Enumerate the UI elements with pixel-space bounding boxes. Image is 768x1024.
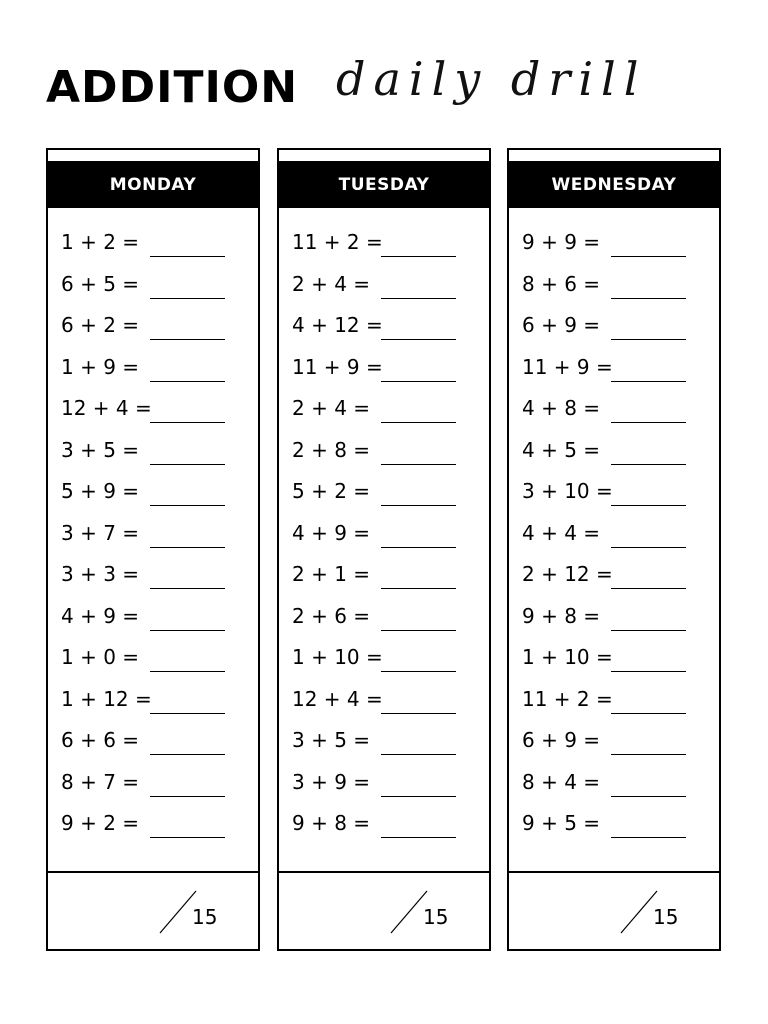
answer-blank[interactable]: [381, 339, 456, 340]
problem-list: [509, 222, 719, 845]
answer-blank[interactable]: [611, 381, 686, 382]
problem-equation: 1 + 10 =: [292, 645, 383, 669]
answer-blank[interactable]: [381, 505, 456, 506]
problem-equation: 9 + 8 =: [292, 811, 371, 835]
day-column-monday: [46, 148, 260, 951]
problem-row: [509, 513, 719, 555]
problem-list: [48, 222, 258, 845]
answer-blank[interactable]: [611, 256, 686, 257]
answer-blank[interactable]: [381, 754, 456, 755]
problem-equation: 8 + 7 =: [61, 769, 140, 794]
problem-equation: 4 + 4 =: [522, 520, 601, 545]
answer-blank[interactable]: [150, 256, 225, 257]
problem-equation: 4 + 9 =: [292, 520, 371, 545]
answer-blank[interactable]: [611, 713, 686, 714]
problem-row: [279, 637, 489, 679]
problem-row: [48, 803, 258, 845]
problem-row: [279, 471, 489, 513]
problem-equation: 8 + 6 =: [522, 271, 601, 296]
problem-equation: 9 + 5 =: [522, 811, 601, 835]
answer-blank[interactable]: [381, 671, 456, 672]
problem-equation: 6 + 6 =: [61, 728, 140, 752]
page-title: ADDITION: [46, 62, 299, 113]
problem-row: [279, 305, 489, 347]
score-total: 15: [192, 905, 218, 929]
page-subtitle: daily drill: [336, 52, 647, 106]
problem-equation: 9 + 8 =: [522, 603, 601, 628]
problem-equation: 6 + 9 =: [522, 728, 601, 752]
problem-row: [279, 720, 489, 762]
answer-blank[interactable]: [381, 422, 456, 423]
problem-row: [48, 430, 258, 472]
problem-row: [509, 388, 719, 430]
problem-row: [509, 471, 719, 513]
problem-equation: 1 + 12 =: [61, 686, 152, 711]
day-column-wednesday: [507, 148, 721, 951]
day-column-tuesday: [277, 148, 491, 951]
problem-row: [509, 679, 719, 721]
answer-blank[interactable]: [611, 630, 686, 631]
answer-blank[interactable]: [611, 339, 686, 340]
answer-blank[interactable]: [381, 713, 456, 714]
problem-row: [48, 388, 258, 430]
problem-equation: 4 + 12 =: [292, 313, 383, 337]
problem-equation: 3 + 5 =: [61, 437, 140, 462]
answer-blank[interactable]: [611, 464, 686, 465]
answer-blank[interactable]: [611, 837, 686, 838]
problem-equation: 2 + 4 =: [292, 271, 371, 296]
problem-row: [279, 388, 489, 430]
answer-blank[interactable]: [150, 422, 225, 423]
problem-row: [279, 264, 489, 306]
answer-blank[interactable]: [611, 796, 686, 797]
answer-blank[interactable]: [381, 381, 456, 382]
answer-blank[interactable]: [150, 713, 225, 714]
answer-blank[interactable]: [381, 256, 456, 257]
answer-blank[interactable]: [150, 547, 225, 548]
problem-equation: 12 + 4 =: [61, 396, 152, 420]
problem-equation: 3 + 5 =: [292, 728, 371, 752]
answer-blank[interactable]: [150, 837, 225, 838]
problem-equation: 1 + 2 =: [61, 230, 140, 254]
problem-equation: 9 + 9 =: [522, 230, 601, 254]
answer-blank[interactable]: [381, 464, 456, 465]
problem-row: [48, 347, 258, 389]
problem-equation: 2 + 12 =: [522, 562, 613, 586]
problem-row: [509, 222, 719, 264]
problem-equation: 12 + 4 =: [292, 686, 383, 711]
score-box: [48, 871, 258, 949]
problem-equation: 2 + 4 =: [292, 396, 371, 420]
score-box: [279, 871, 489, 949]
answer-blank[interactable]: [611, 588, 686, 589]
problem-row: [48, 305, 258, 347]
problem-row: [279, 513, 489, 555]
problem-row: [48, 471, 258, 513]
day-header: MONDAY: [48, 161, 258, 208]
problem-row: [509, 264, 719, 306]
problem-row: [279, 222, 489, 264]
answer-blank[interactable]: [611, 298, 686, 299]
answer-blank[interactable]: [611, 547, 686, 548]
answer-blank[interactable]: [611, 754, 686, 755]
problem-equation: 4 + 8 =: [522, 396, 601, 420]
score-total: 15: [423, 905, 449, 929]
problem-row: [509, 720, 719, 762]
answer-blank[interactable]: [150, 339, 225, 340]
answer-blank[interactable]: [381, 588, 456, 589]
answer-blank[interactable]: [150, 754, 225, 755]
answer-blank[interactable]: [381, 837, 456, 838]
problem-equation: 2 + 8 =: [292, 437, 371, 462]
problem-equation: 3 + 9 =: [292, 769, 371, 794]
problem-row: [509, 596, 719, 638]
problem-equation: 11 + 9 =: [292, 354, 383, 379]
problem-row: [509, 637, 719, 679]
problem-row: [279, 347, 489, 389]
problem-row: [48, 720, 258, 762]
problem-row: [279, 596, 489, 638]
problem-row: [279, 430, 489, 472]
problem-row: [48, 513, 258, 555]
problem-row: [509, 305, 719, 347]
problem-row: [509, 347, 719, 389]
problem-equation: 2 + 1 =: [292, 562, 371, 586]
answer-blank[interactable]: [611, 671, 686, 672]
problem-row: [279, 762, 489, 804]
problem-list: [279, 222, 489, 845]
problem-equation: 6 + 5 =: [61, 271, 140, 296]
problem-row: [279, 679, 489, 721]
score-box: [509, 871, 719, 949]
problem-equation: 1 + 9 =: [61, 354, 140, 379]
answer-blank[interactable]: [381, 298, 456, 299]
answer-blank[interactable]: [150, 588, 225, 589]
problem-row: [279, 803, 489, 845]
problem-row: [48, 637, 258, 679]
problem-equation: 3 + 7 =: [61, 520, 140, 545]
answer-blank[interactable]: [611, 422, 686, 423]
answer-blank[interactable]: [150, 796, 225, 797]
problem-row: [48, 222, 258, 264]
problem-row: [509, 803, 719, 845]
problem-equation: 6 + 2 =: [61, 313, 140, 337]
problem-equation: 5 + 9 =: [61, 479, 140, 503]
answer-blank[interactable]: [150, 464, 225, 465]
problem-row: [48, 554, 258, 596]
problem-equation: 9 + 2 =: [61, 811, 140, 835]
problem-equation: 3 + 10 =: [522, 479, 613, 503]
problem-equation: 11 + 2 =: [292, 230, 383, 254]
problem-row: [48, 762, 258, 804]
problem-equation: 11 + 2 =: [522, 686, 613, 711]
answer-blank[interactable]: [150, 505, 225, 506]
problem-row: [509, 762, 719, 804]
problem-row: [509, 554, 719, 596]
answer-blank[interactable]: [381, 796, 456, 797]
score-total: 15: [653, 905, 679, 929]
answer-blank[interactable]: [150, 298, 225, 299]
problem-row: [48, 596, 258, 638]
problem-equation: 4 + 9 =: [61, 603, 140, 628]
problem-equation: 3 + 3 =: [61, 562, 140, 586]
problem-equation: 11 + 9 =: [522, 354, 613, 379]
problem-equation: 1 + 0 =: [61, 645, 140, 669]
answer-blank[interactable]: [150, 630, 225, 631]
problem-equation: 1 + 10 =: [522, 645, 613, 669]
day-header: TUESDAY: [279, 161, 489, 208]
problem-row: [279, 554, 489, 596]
problem-equation: 6 + 9 =: [522, 313, 601, 337]
problem-row: [509, 430, 719, 472]
problem-equation: 8 + 4 =: [522, 769, 601, 794]
answer-blank[interactable]: [611, 505, 686, 506]
problem-row: [48, 264, 258, 306]
answer-blank[interactable]: [150, 671, 225, 672]
problem-equation: 5 + 2 =: [292, 479, 371, 503]
problem-equation: 4 + 5 =: [522, 437, 601, 462]
answer-blank[interactable]: [381, 630, 456, 631]
problem-equation: 2 + 6 =: [292, 603, 371, 628]
answer-blank[interactable]: [381, 547, 456, 548]
problem-row: [48, 679, 258, 721]
day-header: WEDNESDAY: [509, 161, 719, 208]
answer-blank[interactable]: [150, 381, 225, 382]
